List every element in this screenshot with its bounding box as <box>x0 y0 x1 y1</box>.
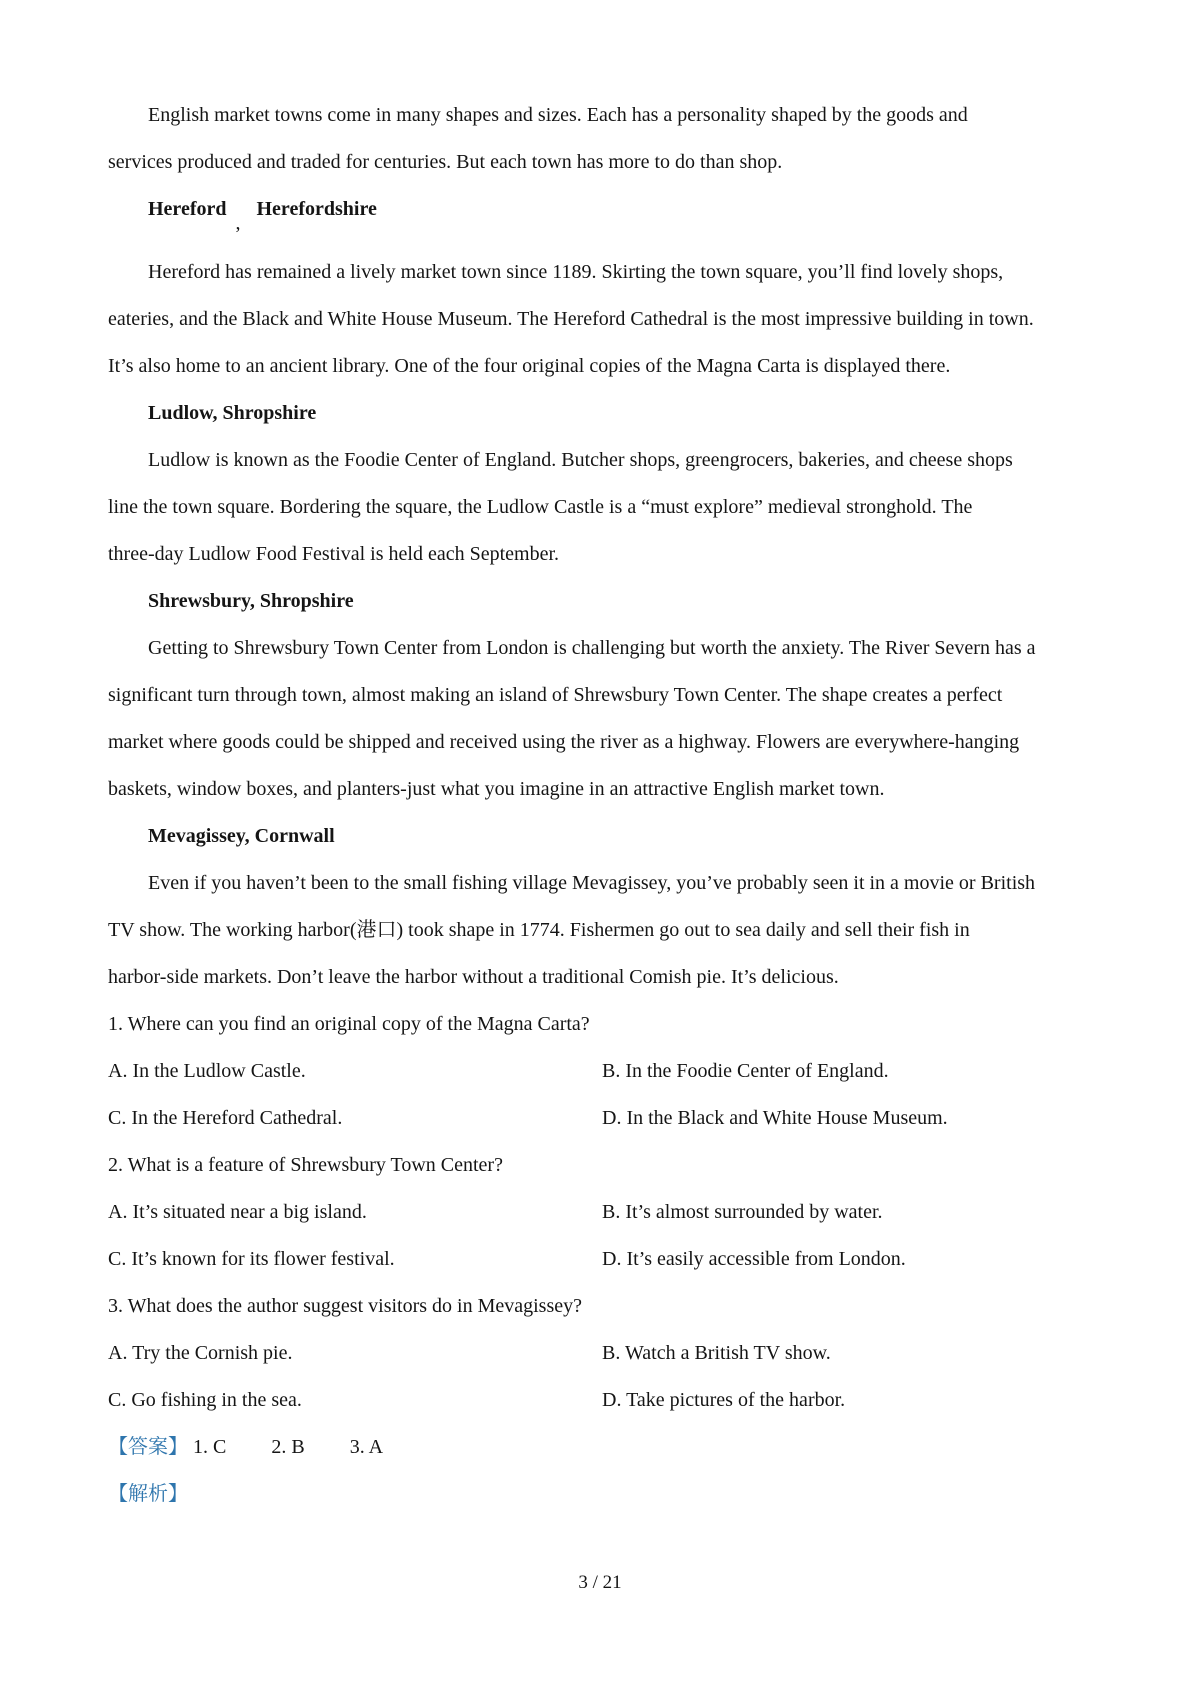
answer-line <box>108 1424 1108 1471</box>
question-3-option-d: D. Take pictures of the harbor. <box>602 1389 846 1411</box>
intro-line-1: English market towns come in many shapes and sizes. Each has a personality shaped by the goods and <box>148 104 968 126</box>
page-number: 3 / 21 <box>578 1572 622 1593</box>
section-heading-hereford <box>108 186 1108 233</box>
question-3-option-c: C. Go fishing in the sea. <box>108 1389 302 1411</box>
question-1-stem: 1. Where can you find an original copy of the Magna Carta? <box>108 1013 590 1035</box>
shrewsbury-line-1: Getting to Shrewsbury Town Center from London is challenging but worth the anxiety. The River Severn has a <box>148 637 1036 659</box>
question-3-option-a: A. Try the Cornish pie. <box>108 1342 293 1364</box>
section-heading-shrewsbury: Shrewsbury, Shropshire <box>148 590 354 612</box>
heading-word-1: Hereford <box>148 198 227 220</box>
ludlow-line-3: three-day Ludlow Food Festival is held each September. <box>108 543 560 565</box>
question-2-options-row-1 <box>108 1189 1108 1236</box>
section-heading-mevagissey: Mevagissey, Cornwall <box>148 825 335 847</box>
section-heading-ludlow: Ludlow, Shropshire <box>148 402 317 424</box>
shrewsbury-line-3: market where goods could be shipped and received using the river as a highway. Flowers are everywhere-hanging <box>108 731 1020 753</box>
question-3-option-b: B. Watch a British TV show. <box>602 1342 831 1364</box>
question-1 <box>108 1001 1108 1142</box>
question-3-options-row-2 <box>108 1377 1108 1424</box>
dropped-comma: , <box>235 212 241 234</box>
question-3-stem: 3. What does the author suggest visitors do in Mevagissey? <box>108 1295 583 1317</box>
mevagissey-line-1: Even if you haven’t been to the small fishing village Mevagissey, you’ve probably seen it in a movie or British <box>148 872 1036 894</box>
ludlow-line-1: Ludlow is known as the Foodie Center of England. Butcher shops, greengrocers, bakeries, and cheese shops <box>148 449 1013 471</box>
question-2-option-b: B. It’s almost surrounded by water. <box>602 1201 883 1223</box>
question-1-option-c: C. In the Hereford Cathedral. <box>108 1107 343 1129</box>
answer-label: 【答案】 <box>108 1436 188 1458</box>
answer-item-2: 2. B <box>271 1436 305 1458</box>
hereford-line-2: eateries, and the Black and White House Museum. The Hereford Cathedral is the most impressive building in town. <box>108 308 1034 330</box>
exam-page-content <box>108 92 1108 1518</box>
shrewsbury-line-2: significant turn through town, almost making an island of Shrewsbury Town Center. The shape creates a perfect <box>108 684 1003 706</box>
heading-word-2: Herefordshire <box>256 198 377 220</box>
question-2 <box>108 1142 1108 1283</box>
shrewsbury-line-4: baskets, window boxes, and planters-just what you imagine in an attractive English market town. <box>108 778 885 800</box>
question-1-options-row-2 <box>108 1095 1108 1142</box>
question-1-option-d: D. In the Black and White House Museum. <box>602 1107 948 1129</box>
intro-line-2: services produced and traded for centuries. But each town has more to do than shop. <box>108 151 783 173</box>
ludlow-line-2: line the town square. Bordering the square, the Ludlow Castle is a “must explore” medieval stronghold. The <box>108 496 973 518</box>
mevagissey-line-2: TV show. The working harbor(港口) took shape in 1774. Fishermen go out to sea daily and sell their fish in <box>108 919 970 941</box>
question-2-stem: 2. What is a feature of Shrewsbury Town Center? <box>108 1154 503 1176</box>
question-1-options-row-1 <box>108 1048 1108 1095</box>
question-2-options-row-2 <box>108 1236 1108 1283</box>
answer-item-1: 1. C <box>193 1436 227 1458</box>
question-1-option-b: B. In the Foodie Center of England. <box>602 1060 889 1082</box>
question-2-option-d: D. It’s easily accessible from London. <box>602 1248 906 1270</box>
question-3-options-row-1 <box>108 1330 1108 1377</box>
answer-item-3: 3. A <box>349 1436 384 1458</box>
hereford-line-3: It’s also home to an ancient library. One of the four original copies of the Magna Carta is displayed there. <box>108 355 951 377</box>
question-2-option-a: A. It’s situated near a big island. <box>108 1201 367 1223</box>
mevagissey-line-3: harbor-side markets. Don’t leave the harbor without a traditional Comish pie. It’s delicious. <box>108 966 839 988</box>
question-1-option-a: A. In the Ludlow Castle. <box>108 1060 306 1082</box>
question-3 <box>108 1283 1108 1424</box>
hereford-line-1: Hereford has remained a lively market town since 1189. Skirting the town square, you’ll find lovely shops, <box>148 261 1004 283</box>
analysis-label: 【解析】 <box>108 1483 188 1505</box>
question-2-option-c: C. It’s known for its flower festival. <box>108 1248 395 1270</box>
